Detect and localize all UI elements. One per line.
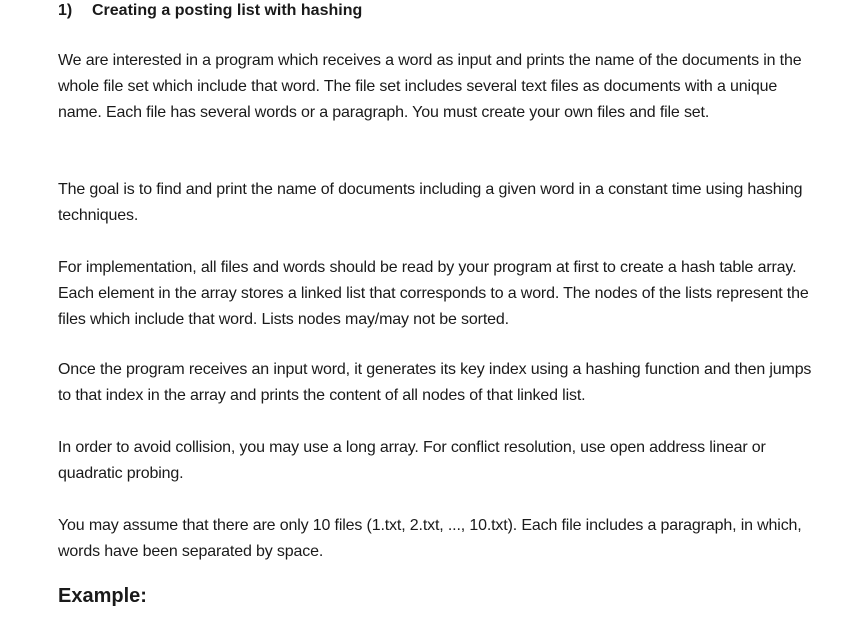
paragraph-assumption: You may assume that there are only 10 files (1.txt, 2.txt, ..., 10.txt). Each file includes a paragraph, in which, words have been separated by space. (58, 517, 802, 560)
section-title: Creating a posting list with hashing (92, 2, 363, 19)
section-number: 1) (58, 2, 73, 19)
example-heading: Example: (58, 585, 147, 607)
paragraph-goal: The goal is to find and print the name of documents including a given word in a constant time using hashing techniques. (58, 181, 803, 224)
paragraph-program-description: We are interested in a program which receives a word as input and prints the name of the documents in the whole file set which include that word. The file set includes several text files as documents with a unique name. Each file has several words or a paragraph. You must create your own files and file set. (58, 52, 802, 121)
section-heading (58, 1, 362, 21)
paragraph-collision: In order to avoid collision, you may use a long array. For conflict resolution, use open address linear or quadratic probing. (58, 439, 766, 482)
paragraph-implementation: For implementation, all files and words should be read by your program at first to create a hash table array. Each element in the array stores a linked list that corresponds to a word. The nodes of the lists represent the files which include that word. Lists nodes may/may not be sorted. (58, 259, 809, 328)
paragraph-lookup: Once the program receives an input word, it generates its key index using a hashing function and then jumps to that index in the array and prints the content of all nodes of that linked list. (58, 361, 812, 404)
